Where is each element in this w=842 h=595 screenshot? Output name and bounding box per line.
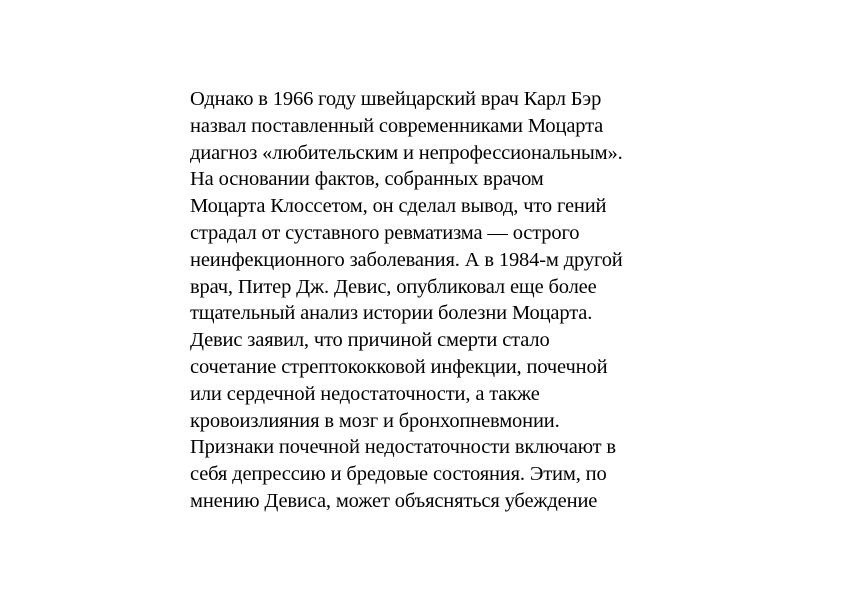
text-line: кровоизлияния в мозг и бронхопневмонии.: [190, 409, 560, 432]
text-line: мнению Девиса, может объясняться убеждение: [190, 489, 598, 512]
text-line: или сердечной недостаточности, а также: [190, 382, 540, 405]
text-line: Признаки почечной недостаточности включают в: [190, 436, 616, 459]
text-line: тщательный анализ истории болезни Моцарта.: [190, 302, 593, 325]
text-line: Девис заявил, что причиной смерти стало: [190, 329, 550, 352]
text-line: себя депрессию и бредовые состояния. Этим, по: [190, 463, 607, 486]
text-line: На основании фактов, собранных врачом: [190, 168, 544, 191]
text-line: назвал поставленный современниками Моцарта: [190, 114, 604, 137]
text-line: врач, Питер Дж. Девис, опубликовал еще более: [190, 275, 597, 298]
text-line: неинфекционного заболевания. А в 1984-м другой: [190, 248, 623, 271]
text-line: Однако в 1966 году швейцарский врач Карл Бэр: [190, 88, 602, 110]
text-line: диагноз «любительским и непрофессиональным».: [190, 141, 623, 164]
text-line: сочетание стрептококковой инфекции, почечной: [190, 355, 608, 378]
text-line: страдал от суставного ревматизма — острого: [190, 221, 580, 244]
text-line: Моцарта Клоссетом, он сделал вывод, что гений: [190, 195, 607, 218]
body-paragraph: [190, 86, 710, 515]
